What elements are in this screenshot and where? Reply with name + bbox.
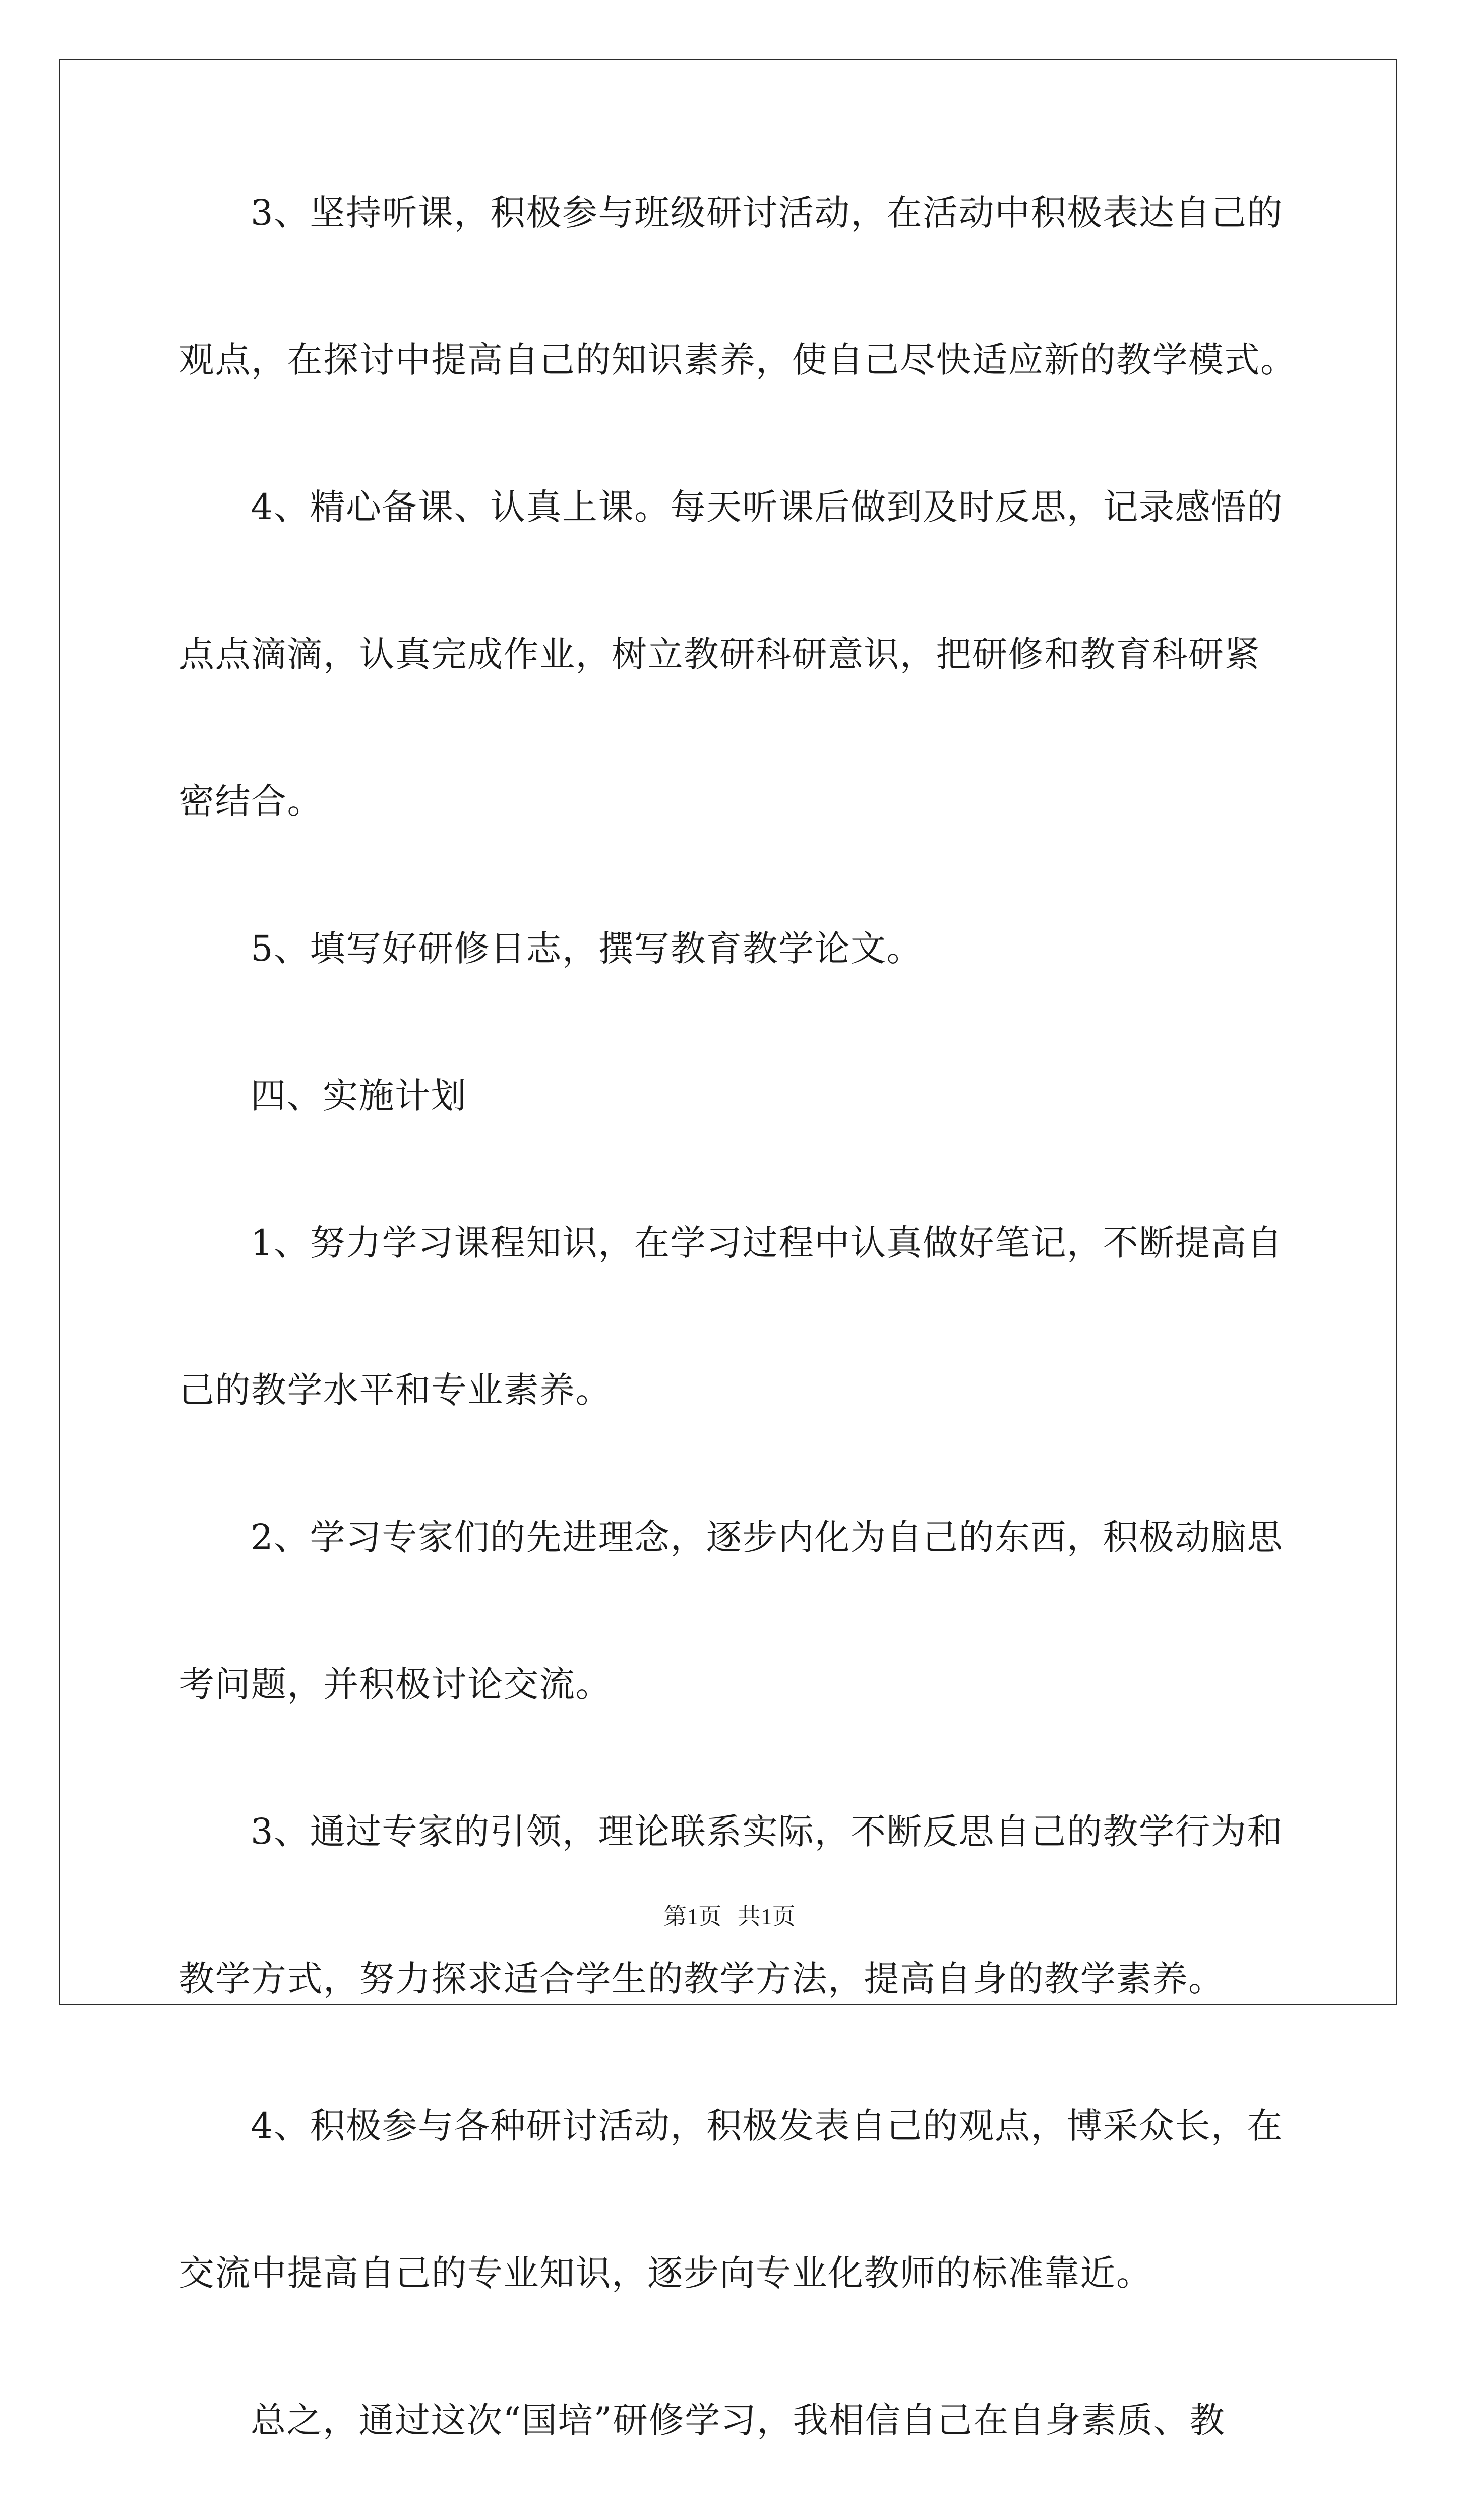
text-line: 密结合。 bbox=[179, 781, 323, 822]
page-number: 第1页 bbox=[663, 1904, 722, 1929]
text-line: 教学方式，努力探求适合学生的教学方法，提高自身的教学素养。 bbox=[179, 1958, 1225, 1999]
text-line: 考问题，并积极讨论交流。 bbox=[179, 1664, 612, 1705]
text-line: 总之，通过这次“国培”研修学习，我相信自己在自身素质、教 bbox=[251, 2400, 1226, 2441]
section-heading: 四、实施计划 bbox=[251, 1075, 467, 1116]
text-line: 5、填写好研修日志，撰写教育教学论文。 bbox=[251, 928, 923, 969]
text-line: 4、精心备课、认真上课。每天听课后做到及时反思，记录感悟的 bbox=[251, 486, 1284, 528]
text-line: 2、学习专家们的先进理念，逐步内化为自己的东西，积极动脑思 bbox=[251, 1517, 1284, 1558]
text-line: 己的教学水平和专业素养。 bbox=[179, 1369, 612, 1411]
document-body bbox=[179, 192, 1297, 2520]
text-line: 3、通过专家的引领，理论联系实际，不断反思自己的教学行为和 bbox=[251, 1811, 1284, 1852]
text-line: 3、坚持听课，积极参与班级研讨活动，在活动中积极表达自己的 bbox=[251, 192, 1284, 233]
text-line: 点点滴滴，认真完成作业，树立教研科研意识，把研修和教育科研紧 bbox=[179, 634, 1260, 675]
text-line: 1、努力学习课程知识，在学习过程中认真做好笔记，不断提高自 bbox=[251, 1222, 1284, 1264]
page-total: 共1页 bbox=[737, 1904, 796, 1929]
text-line: 4、积极参与各种研讨活动，积极发表自己的观点，博采众长，在 bbox=[251, 2105, 1284, 2147]
text-line: 观点，在探讨中提高自己的知识素养，使自己尽快适应新的教学模式。 bbox=[179, 339, 1297, 381]
text-line: 交流中提高自己的专业知识，逐步向专业化教师的标准靠近。 bbox=[179, 2252, 1152, 2294]
page-footer bbox=[0, 1903, 1459, 1931]
